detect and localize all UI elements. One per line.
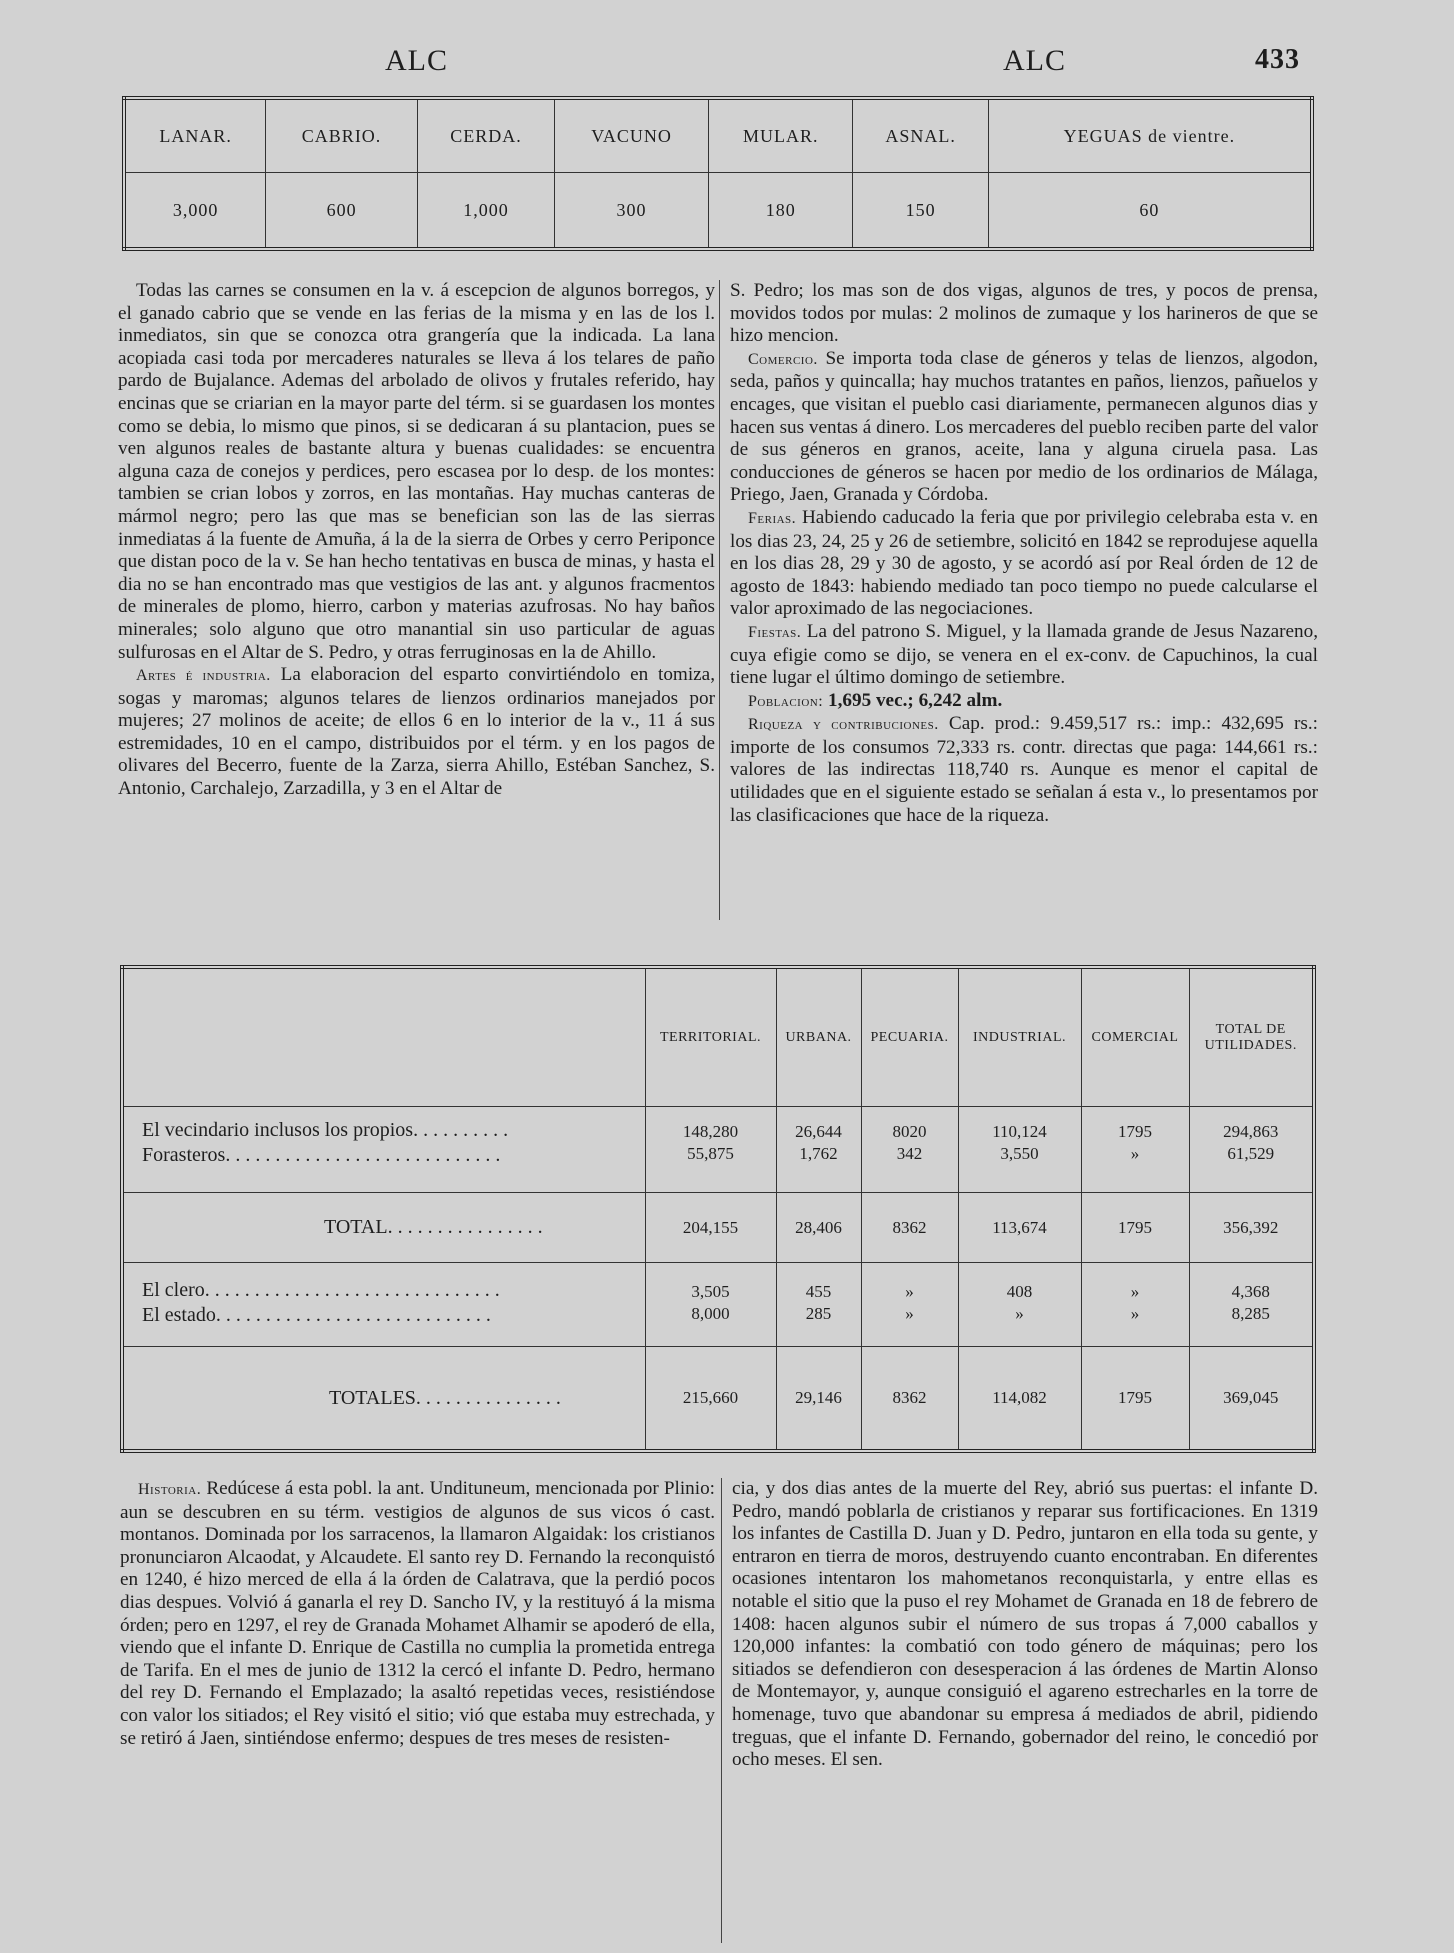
cell: 294,863 [1189,1107,1314,1143]
livestock-value: 1,000 [417,173,554,250]
cell: 3,505 [645,1263,776,1303]
wealth-header: COMERCIAL [1081,967,1189,1107]
cell: » [958,1303,1081,1347]
left-column-top [118,280,715,801]
cell: 285 [776,1303,861,1347]
cell: » [1081,1303,1189,1347]
section-head-riqueza: Riqueza y contribuciones. [748,716,939,734]
cell: 55,875 [645,1143,776,1193]
wealth-header: TOTAL DE UTILIDADES. [1189,967,1314,1107]
paragraph-molinos: S. Pedro; los mas son de dos vigas, algunos de tres, y pocos de prensa, movidos todos por mulas: 2 molinos de zumaque y los harineros de que se hizo mencion. [730,280,1318,347]
paragraph-historia: Historia. Redúcese á esta pobl. la ant. Undituneum, mencionada por Plinio: aun se descubren en su térm. vestigios de algunos de sus vicos ó cast. montanos. Dominada por los sarracenos, la llamaron Algaidak: los cristianos pronunciaron Alcaodat, y Alcaudete. El santo rey D. Fernando la reconquistó en 1240, é hizo merced de ella á la órden de Calatrava, que la perdió pocos dias despues. Volvió á ganarla el rey D. Sancho IV, y la restituyó á la misma órden; pero en 1297, el rey de Granada Mohamet Alhamir se apoderó de ella, viendo que el infante D. Enrique de Castilla no cumplia la prometida entrega de Tarifa. En el mes de junio de 1312 la cercó el infante D. Pedro, hermano del rey D. Fernando el Emplazado; la asaltó repetidas veces, resistiéndose con valor los sitiados; el Rey visitó el sitio; vió que estaba muy estrechada, y se retiró á Jaen, sintiéndose enfermo; despues de tres meses de resisten- [120,1478,715,1749]
paragraph-carnes: Todas las carnes se consumen en la v. á escepcion de algunos borregos, y el ganado cabrio que se vende en las ferias de la misma y en las de los l. inmediatos, sin que se conozca otra grangería que la indicada. La lana acopiada casi toda por mercaderes naturales se lleva á los telares de paño pardo de Bujalance. Ademas del arbolado de olivos y frutales referido, hay encinas que se criarian en la mayor parte del térm. si se guardasen los montes como se debia, lo mismo que pinos, si se dedicaran á su plantacion, pues se ven algunos reales de bastante altura y buenas cualidades: se encuentra alguna caza de conejos y perdices, pero escasea por lo desp. de los montes: tambien se crian lobos y zorros, en las montañas. Hay muchas canteras de mármol negro; pero las que mas se benefician son las de las sierras inmediatas á la fuente de Amuña, á la de la sierra de Orbes y cerro Periponce que distan poco de la v. Se han hecho tentativas en busca de minas, y hasta el dia no se han encontrado mas que vestigios de las ant. y algunos fracmentos de minerales de plomo, hierro, carbon y materias azufrosas. No hay baños minerales; solo alguno que otro manantial sin uso particular de aguas sulfurosas en el Altar de S. Pedro, y otras ferruginosas en la de Ahillo. [118,280,715,663]
cell: 8,285 [1189,1303,1314,1347]
livestock-table [122,96,1314,251]
livestock-header: YEGUAS de vientre. [988,98,1312,173]
cell: » [861,1303,958,1347]
livestock-values-row [124,173,1312,250]
cell: » [1081,1143,1189,1193]
wealth-header-blank [122,967,645,1107]
table-row-total [122,1193,1314,1263]
cell: 4,368 [1189,1263,1314,1303]
wealth-table [120,965,1316,1453]
wealth-header: INDUSTRIAL. [958,967,1081,1107]
cell: 342 [861,1143,958,1193]
livestock-value: 150 [853,173,988,250]
cell: 148,280 [645,1107,776,1143]
cell: 204,155 [645,1193,776,1263]
livestock-header-row [124,98,1312,173]
livestock-header: CABRIO. [266,98,418,173]
cell: 408 [958,1263,1081,1303]
paragraph-artes: Artes é industria. La elaboracion del esparto convirtiéndolo en tomiza, sogas y maromas; algunos telares de lienzos ordinarios manejados por mujeres; 27 molinos de aceite; de ellos 6 en lo interior de la v., 11 á sus estremidades, 10 en el campo, distribuidos por el térm. y en los pagos de olivares del Becerro, fuente de la Zarza, sierra Ahillo, Estéban Sanchez, S. Antonio, Carchalejo, Zarzadilla, y 3 en el Altar de [118,664,716,800]
left-column-bottom [120,1478,715,1750]
cell: 356,392 [1189,1193,1314,1263]
row-label: TOTAL. . . . . . . . . . . . . . . . [122,1193,645,1263]
paragraph-riqueza: Riqueza y contribuciones. Cap. prod.: 9.459,517 rs.: imp.: 432,695 rs.: importe de los consumos 72,333 rs. contr. directas que paga: 144,661 rs.: valores de las indirectas 118,740 rs. Aunque es menor el capital de utilidades que en el siguiente estado se señalan á esta v., lo presentamos por las clasificaciones que hace de la riqueza. [730,713,1319,826]
section-head-comercio: Comercio. [748,350,818,368]
section-head-historia: Historia. [138,1481,202,1498]
cell: 29,146 [776,1347,861,1452]
livestock-header: LANAR. [124,98,266,173]
row-label: El vecindario inclusos los propios. . . . . . . . . . [142,1118,509,1141]
table-row [122,1263,1314,1303]
row-label: El clero. . . . . . . . . . . . . . . . . . . . . . . . . . . . . . [142,1278,500,1301]
livestock-value: 600 [266,173,418,250]
livestock-value: 300 [555,173,709,250]
cell: 8362 [861,1347,958,1452]
table-row [122,1107,1314,1143]
row-label: Forasteros. . . . . . . . . . . . . . . . . . . . . . . . . . . . [122,1143,645,1193]
running-head-left: ALC [385,44,448,77]
cell: 1795 [1081,1107,1189,1143]
cell: 8362 [861,1193,958,1263]
cell: 1,762 [776,1143,861,1193]
wealth-header-row [122,967,1314,1107]
right-column-top [730,280,1318,827]
cell: 369,045 [1189,1347,1314,1452]
livestock-header: CERDA. [417,98,554,173]
wealth-header: URBANA. [776,967,861,1107]
paragraph-ferias: Ferias. Habiendo caducado la feria que por privilegio celebraba esta v. en los dias 23, 24, 25 y 26 de setiembre, solicitó en 1842 se reprodujese aquella en los dias 28, 29 y 30 de agosto, y se acordó así por Real órden de 12 de agosto de 1843: habiendo mediado tan poco tiempo no puede calcularse el valor aproximado de las negociaciones. [730,506,1318,620]
running-head-center: ALC [1003,44,1066,77]
cell: 26,644 [776,1107,861,1143]
section-head-poblacion: Poblacion: [748,692,824,710]
table-row-totales [122,1347,1314,1452]
cell: 8020 [861,1107,958,1143]
cell: 8,000 [645,1303,776,1347]
cell: 61,529 [1189,1143,1314,1193]
cell: 110,124 [958,1107,1081,1143]
livestock-value: 60 [988,173,1312,250]
cell: 28,406 [776,1193,861,1263]
cell: » [861,1263,958,1303]
paragraph-historia-cont: cia, y dos dias antes de la muerte del Rey, abrió sus puertas: el infante D. Pedro, mandó poblarla de cristianos y reparar sus fortificaciones. En 1319 los infantes de Castilla D. Juan y D. Pedro, juntaron en ella toda su gente, y entraron en tierra de moros, destruyendo cuanto encontraban. En diferentes ocasiones intentaron los mahometanos reconquistarla, y entre ellas es notable el sitio que la puso el rey Mohamet de Granada en 18 de febrero de 1408: hacen algunos subir el número de sus tropas á 7,000 caballos y 120,000 infantes: la combatió con todo género de máquinas; pero los sitiados se defendieron con desesperacion á las órdenes de Martin Alonso de Montemayor, y, aunque consiguió el agareno estrecharles en la torre de homenage, tuvo que abandonar su empresa á mediados de abril, pidiendo treguas, que el infante D. Fernando, gobernador del reino, le concedió por ocho meses. El sen. [732,1478,1318,1771]
cell: 455 [776,1263,861,1303]
paragraph-poblacion: Poblacion: 1,695 vec.; 6,242 alm. [748,689,1003,711]
wealth-header: PECUARIA. [861,967,958,1107]
row-label: TOTALES. . . . . . . . . . . . . . . [329,1386,561,1409]
section-head-fiestas: Fiestas. [748,623,802,641]
paragraph-comercio: Comercio. Se importa toda clase de géneros y telas de lienzos, algodon, seda, paños y quincalla; hay muchos tratantes en paños, lienzos, pañuelos y encages, que visitan el pueblo casi diariamente, permanecen algunos dias y hacen sus ventas á dinero. Los mercaderes del pueblo reciben parte del valor de sus géneros en granos, aceite, lana y alguna ciruela pasa. Las conducciones de géneros se hacen por medio de los ordinarios de Málaga, Priego, Jaen, Granada y Córdoba. [730,347,1319,506]
livestock-header: VACUNO [555,98,709,173]
right-column-bottom [732,1478,1318,1772]
livestock-value: 180 [709,173,853,250]
cell: 1795 [1081,1347,1189,1452]
cell: 3,550 [958,1143,1081,1193]
section-head-ferias: Ferias. [748,509,797,527]
page-number: 433 [1255,44,1300,75]
cell: 1795 [1081,1193,1189,1263]
column-rule [719,280,720,920]
cell: » [1081,1263,1189,1303]
cell: 114,082 [958,1347,1081,1452]
row-label: El estado. . . . . . . . . . . . . . . . . . . . . . . . . . . . [122,1303,645,1347]
livestock-value: 3,000 [124,173,266,250]
cell: 113,674 [958,1193,1081,1263]
column-rule [721,1478,722,1943]
table-row [122,1303,1314,1347]
livestock-header: ASNAL. [853,98,988,173]
wealth-header: TERRITORIAL. [645,967,776,1107]
livestock-header: MULAR. [709,98,853,173]
cell: 215,660 [645,1347,776,1452]
section-head-artes: Artes é industria. [136,667,271,685]
table-row [122,1143,1314,1193]
paragraph-fiestas: Fiestas. La del patrono S. Miguel, y la llamada grande de Jesus Nazareno, cuya efigie como se dijo, se venera en el ex-conv. de Capuchinos, la cual tiene lugar el último domingo de setiembre. [730,620,1318,689]
